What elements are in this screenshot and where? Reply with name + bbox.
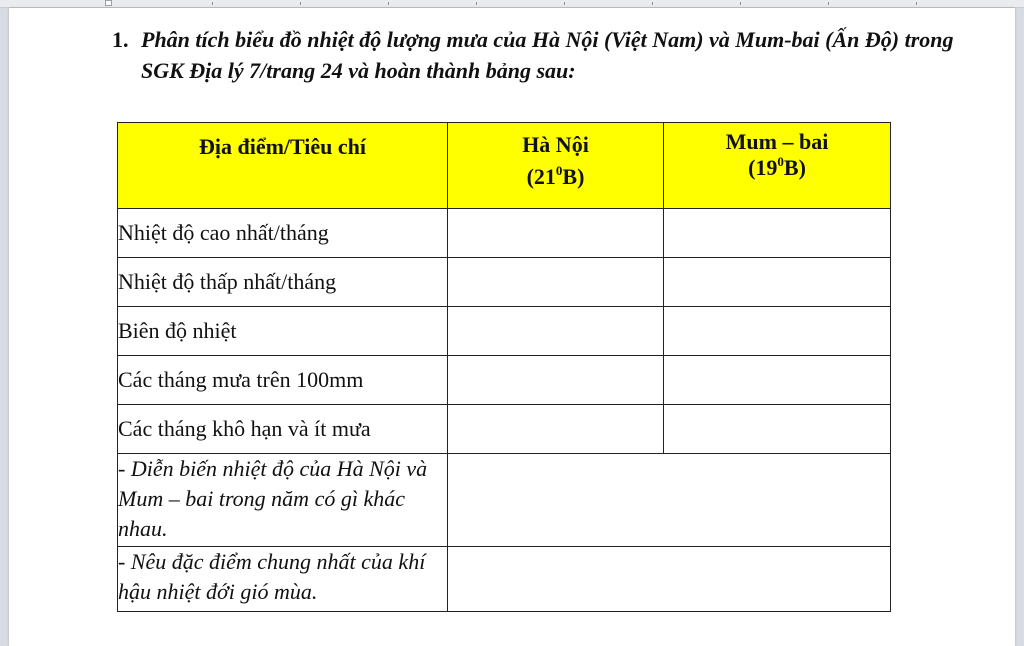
table-row bbox=[118, 209, 891, 258]
row-label: Nhiệt độ thấp nhất/tháng bbox=[118, 258, 448, 307]
indent-marker[interactable] bbox=[105, 0, 112, 6]
document-page bbox=[9, 8, 1015, 646]
table-row bbox=[118, 405, 891, 454]
header-mum-bai bbox=[664, 123, 891, 209]
question-label: - Nêu đặc điểm chung nhất của khí hậu nhiệt đới gió mùa. bbox=[118, 547, 448, 612]
answer-cell-mum-bai[interactable] bbox=[664, 405, 891, 454]
answer-cell-merged[interactable] bbox=[448, 454, 891, 547]
answer-cell-merged[interactable] bbox=[448, 547, 891, 612]
document-ruler[interactable] bbox=[0, 0, 1024, 8]
question-label: - Diễn biến nhiệt độ của Hà Nội và Mum – bai trong năm có gì khác nhau. bbox=[118, 454, 448, 547]
row-label: Biên độ nhiệt bbox=[118, 307, 448, 356]
header-criteria: Địa điểm/Tiêu chí bbox=[118, 123, 448, 209]
question-heading bbox=[112, 24, 992, 86]
answer-cell-ha-noi[interactable] bbox=[448, 356, 664, 405]
mum-bai-name: Mum – bai bbox=[725, 129, 829, 154]
answer-cell-mum-bai[interactable] bbox=[664, 258, 891, 307]
row-label: Các tháng mưa trên 100mm bbox=[118, 356, 448, 405]
table-row bbox=[118, 547, 891, 612]
question-number: 1. bbox=[112, 27, 129, 52]
table-row bbox=[118, 258, 891, 307]
answer-cell-mum-bai[interactable] bbox=[664, 307, 891, 356]
table-row bbox=[118, 454, 891, 547]
header-ha-noi bbox=[448, 123, 664, 209]
table-row bbox=[118, 307, 891, 356]
mum-bai-latitude: $(19^0B)$ bbox=[748, 154, 806, 180]
row-label: Các tháng khô hạn và ít mưa bbox=[118, 405, 448, 454]
ha-noi-name: Hà Nội bbox=[522, 132, 589, 157]
answer-cell-ha-noi[interactable] bbox=[448, 405, 664, 454]
answer-cell-ha-noi[interactable] bbox=[448, 258, 664, 307]
answer-cell-ha-noi[interactable] bbox=[448, 209, 664, 258]
question-text: Phân tích biểu đồ nhiệt độ lượng mưa của Hà Nội (Việt Nam) và Mum-bai (Ấn Độ) trong SGK Địa lý 7/trang 24 và hoàn thành bảng sau: bbox=[141, 27, 954, 83]
answer-cell-ha-noi[interactable] bbox=[448, 307, 664, 356]
comparison-table bbox=[117, 122, 891, 612]
table-header-row bbox=[118, 123, 891, 209]
table-row bbox=[118, 356, 891, 405]
ha-noi-latitude: $(21^0B)$ bbox=[526, 163, 585, 189]
answer-cell-mum-bai[interactable] bbox=[664, 356, 891, 405]
row-label: Nhiệt độ cao nhất/tháng bbox=[118, 209, 448, 258]
answer-cell-mum-bai[interactable] bbox=[664, 209, 891, 258]
